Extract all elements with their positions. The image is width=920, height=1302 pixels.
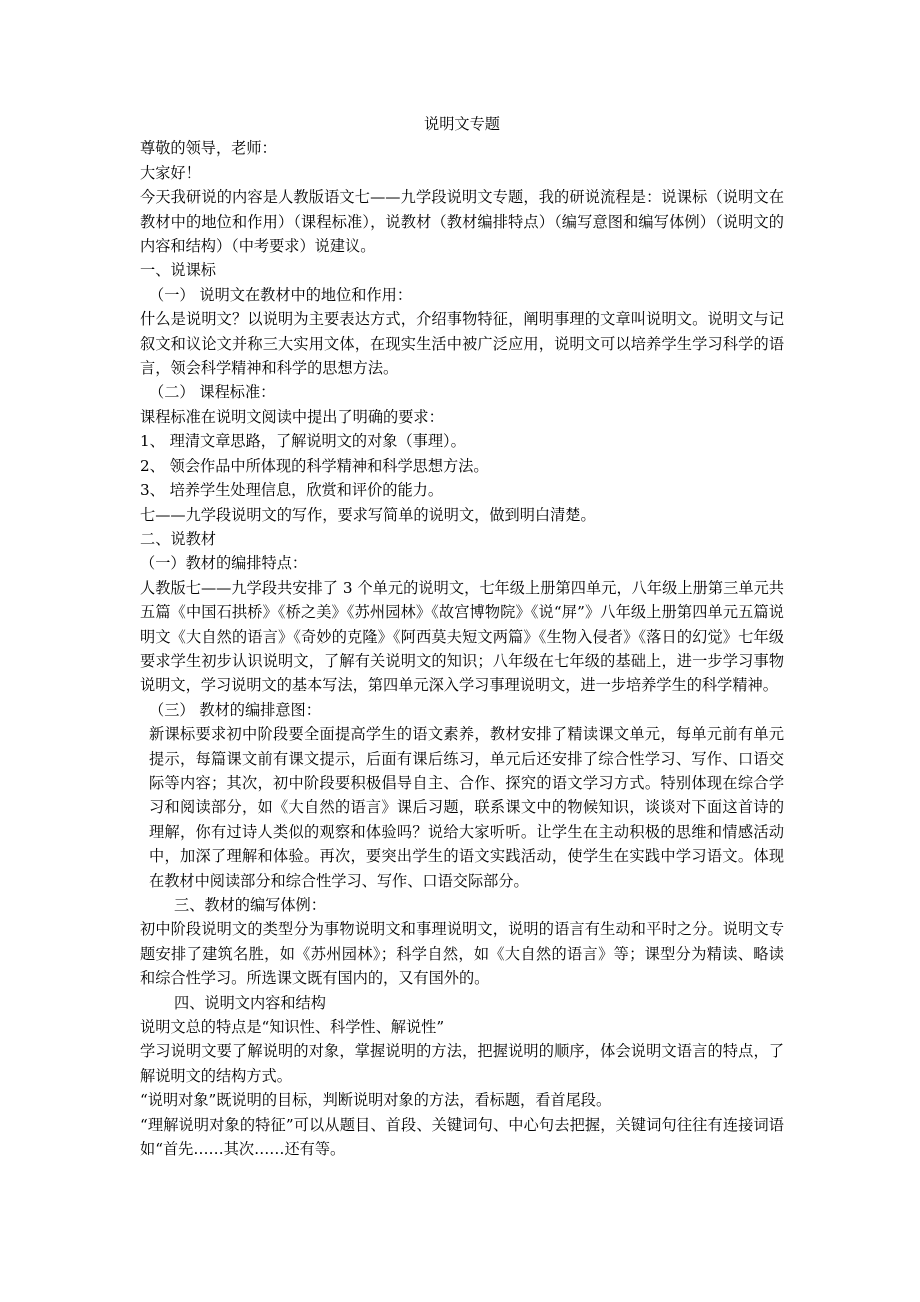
paragraph-textbook-arrangement: 人教版七——九学段共安排了 3 个单元的说明文，七年级上册第四单元，八年级上册第三单元共五篇《中国石拱桥》《桥之美》《苏州园林》《故宫博物院》《说“屏”》八年级上册第四单元五篇说明文《大自然的语言》《奇妙的克隆》《阿西莫夫短文两篇》《生物入侵者》《落日的幻觉》七年级要求学生初步认识说明文，了解有关说明文的知识；八年级在七年级的基础上，进一步学习事物说明文，学习说明文的基本写法，第四单元深入学习事理说明文，进一步培养学生的科学精神。 bbox=[140, 578, 784, 695]
paragraph-textbook-intent: 新课标要求初中阶段要全面提高学生的语文素养，教材安排了精读课文单元，每单元前有单元提示，每篇课文前有课文提示，后面有课后练习，单元后还安排了综合性学习、写作、口语交际等内容；其次，初中阶段要积极倡导自主、合作、探究的语文学习方式。特别体现在综合学习和阅读部分，如《大自然的语言》课后习题，联系课文中的物候知识，谈谈对下面这首诗的理解，你有过诗人类似的观察和体验吗？说给大家听听。让学生在主动积极的思维和情感活动中，加深了理解和体验。再次，要突出学生的语文实践活动，使学生在实践中学习语文。体现在教材中阅读部分和综合性学习、写作、口语交际部分。 bbox=[149, 725, 784, 890]
subsection-heading-2-5: 四、说明文内容和结构 bbox=[174, 993, 326, 1012]
section-heading-1: 一、说课标 bbox=[140, 261, 216, 280]
section-heading-2: 二、说教材 bbox=[140, 529, 216, 548]
paragraph-textbook-format: 初中阶段说明文的类型分为事物说明文和事理说明文，说明的语言有生动和平时之分。说明文专题安排了建筑名胜，如《苏州园林》；科学自然，如《大自然的语言》等；课型分为精读、略读和综合性学习。所选课文既有国内的，又有国外的。 bbox=[140, 920, 784, 988]
subsection-heading-2-3: （三） 教材的编排意图： bbox=[149, 700, 321, 719]
list-item-3: 3、 培养学生处理信息，欣赏和评价的能力。 bbox=[140, 481, 444, 500]
document-page bbox=[140, 112, 784, 1161]
greeting: 尊敬的领导，老师： bbox=[140, 139, 277, 158]
paragraph-overall-features: 说明文总的特点是“知识性、科学性、解说性” bbox=[140, 1018, 445, 1037]
paragraph-curriculum-requirements: 课程标准在说明文阅读中提出了明确的要求： bbox=[140, 407, 444, 426]
paragraph-object-features: “理解说明对象的特征”可以从题目、首段、关键词句、中心句去把握，关键词句往往有连接词语如“首先……其次……还有等。 bbox=[140, 1115, 784, 1159]
list-item-1: 1、 理清文章思路，了解说明文的对象（事理）。 bbox=[140, 432, 466, 451]
paragraph-writing-requirement: 七——九学段说明文的写作，要求写简单的说明文，做到明白清楚。 bbox=[140, 505, 596, 524]
document-title: 说明文专题 bbox=[424, 115, 500, 133]
subsection-heading-2-4: 三、教材的编写体例： bbox=[174, 896, 326, 914]
paragraph-what-is-expository: 什么是说明文？以说明为主要表达方式，介绍事物特征，阐明事理的文章叫说明文。说明文与记叙文和议论文并称三大实用文体，在现实生活中被广泛应用，说明文可以培养学生学习科学的语言，领会科学精神和科学的思想方法。 bbox=[140, 310, 784, 378]
subsection-heading-1-2: （二） 课程标准： bbox=[149, 383, 276, 402]
intro-paragraph: 今天我研说的内容是人教版语文七——九学段说明文专题，我的研说流程是：说课标（说明文在教材中的地位和作用）（课程标准），说教材（教材编排特点）（编写意图和编写体例）（说明文的内容和结构）（中考要求）说建议。 bbox=[140, 188, 784, 256]
paragraph-explanation-object: “说明对象”既说明的目标，判断说明对象的方法，看标题，看首尾段。 bbox=[140, 1091, 612, 1110]
paragraph-learning-goals: 学习说明文要了解说明的对象，掌握说明的方法，把握说明的顺序，体会说明文语言的特点，了解说明文的结构方式。 bbox=[140, 1042, 784, 1085]
greeting-hello: 大家好！ bbox=[140, 163, 201, 182]
subsection-heading-1-1: （一） 说明文在教材中的地位和作用： bbox=[149, 285, 413, 304]
subsection-heading-2-1: （一）教材的编排特点： bbox=[140, 554, 308, 573]
list-item-2: 2、 领会作品中所体现的科学精神和科学思想方法。 bbox=[140, 456, 489, 475]
